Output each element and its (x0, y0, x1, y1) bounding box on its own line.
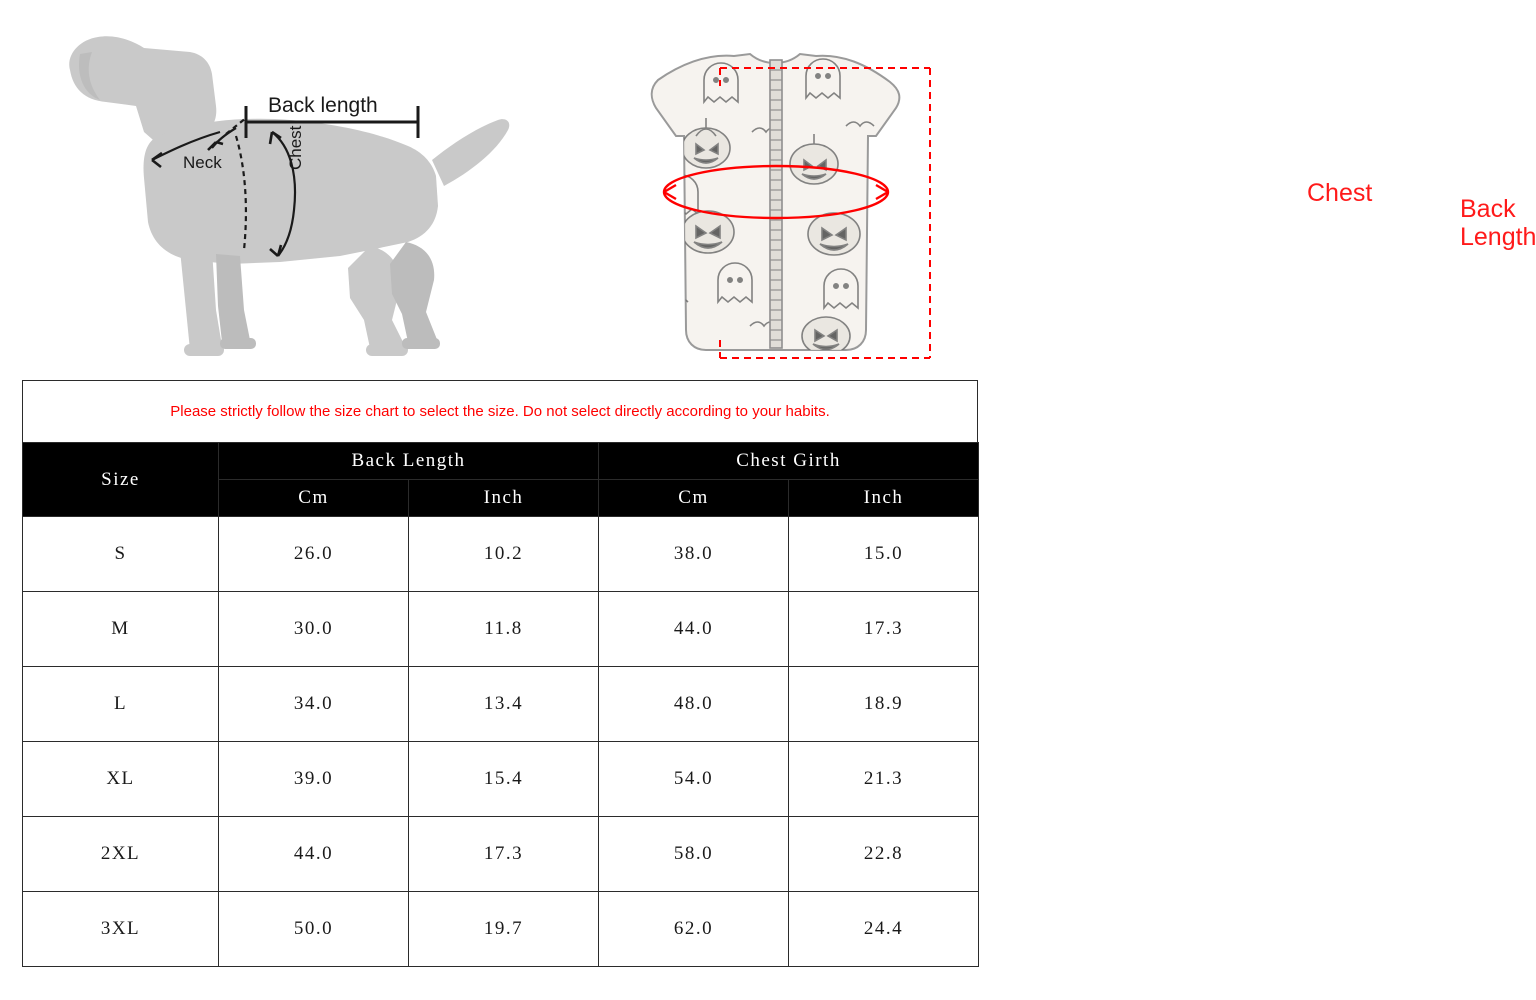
cell-chest-inch: 18.9 (789, 667, 979, 742)
header-back-cm: Cm (219, 480, 409, 517)
cell-chest-cm: 58.0 (599, 817, 789, 892)
cell-size: L (23, 667, 219, 742)
cell-back-inch: 17.3 (409, 817, 599, 892)
cell-back-cm: 50.0 (219, 892, 409, 967)
cell-back-inch: 10.2 (409, 517, 599, 592)
cell-back-inch: 11.8 (409, 592, 599, 667)
cell-size: 2XL (23, 817, 219, 892)
notice-bar (22, 380, 978, 442)
cell-chest-cm: 48.0 (599, 667, 789, 742)
cell-chest-inch: 17.3 (789, 592, 979, 667)
header-size: Size (23, 443, 219, 517)
vest-illustration-icon (600, 40, 1000, 380)
cell-back-inch: 19.7 (409, 892, 599, 967)
cell-chest-inch: 21.3 (789, 742, 979, 817)
table-row (23, 742, 979, 817)
size-table-head (23, 443, 979, 517)
header-back-length: Back Length (219, 443, 599, 480)
header-chest-cm: Cm (599, 480, 789, 517)
cell-back-cm: 30.0 (219, 592, 409, 667)
dog-back-length-label: Back length (268, 94, 378, 117)
cell-chest-cm: 44.0 (599, 592, 789, 667)
cell-size: M (23, 592, 219, 667)
table-row (23, 892, 979, 967)
vest-chest-label: Chest (1307, 179, 1373, 207)
cell-size: S (23, 517, 219, 592)
table-header-row-groups (23, 443, 979, 480)
cell-chest-inch: 15.0 (789, 517, 979, 592)
cell-back-cm: 39.0 (219, 742, 409, 817)
vest-diagram (600, 40, 1536, 380)
cell-chest-cm: 38.0 (599, 517, 789, 592)
table-row (23, 817, 979, 892)
dog-silhouette-icon (40, 10, 530, 380)
header-chest-girth: Chest Girth (599, 443, 979, 480)
cell-back-cm: 34.0 (219, 667, 409, 742)
dog-chest-label: Chest (286, 125, 305, 170)
vest-back-label-line1: Back (1460, 195, 1516, 223)
cell-back-inch: 13.4 (409, 667, 599, 742)
cell-back-cm: 44.0 (219, 817, 409, 892)
cell-size: XL (23, 742, 219, 817)
size-table (22, 442, 979, 967)
table-row (23, 667, 979, 742)
cell-back-cm: 26.0 (219, 517, 409, 592)
table-row (23, 517, 979, 592)
notice-text: Please strictly follow the size chart to select the size. Do not select directly according to your habits. (170, 403, 830, 420)
zipper-icon (770, 60, 782, 348)
size-table-body (23, 517, 979, 967)
cell-chest-inch: 24.4 (789, 892, 979, 967)
table-row (23, 592, 979, 667)
dog-neck-label: Neck (183, 153, 222, 172)
vest-back-label-line2: Length (1460, 223, 1536, 251)
cell-chest-inch: 22.8 (789, 817, 979, 892)
cell-size: 3XL (23, 892, 219, 967)
cell-chest-cm: 54.0 (599, 742, 789, 817)
header-back-inch: Inch (409, 480, 599, 517)
measurement-diagram (0, 0, 1536, 380)
cell-back-inch: 15.4 (409, 742, 599, 817)
dog-diagram (40, 10, 530, 380)
header-chest-inch: Inch (789, 480, 979, 517)
vest-back-length-label (1460, 195, 1536, 251)
cell-chest-cm: 62.0 (599, 892, 789, 967)
